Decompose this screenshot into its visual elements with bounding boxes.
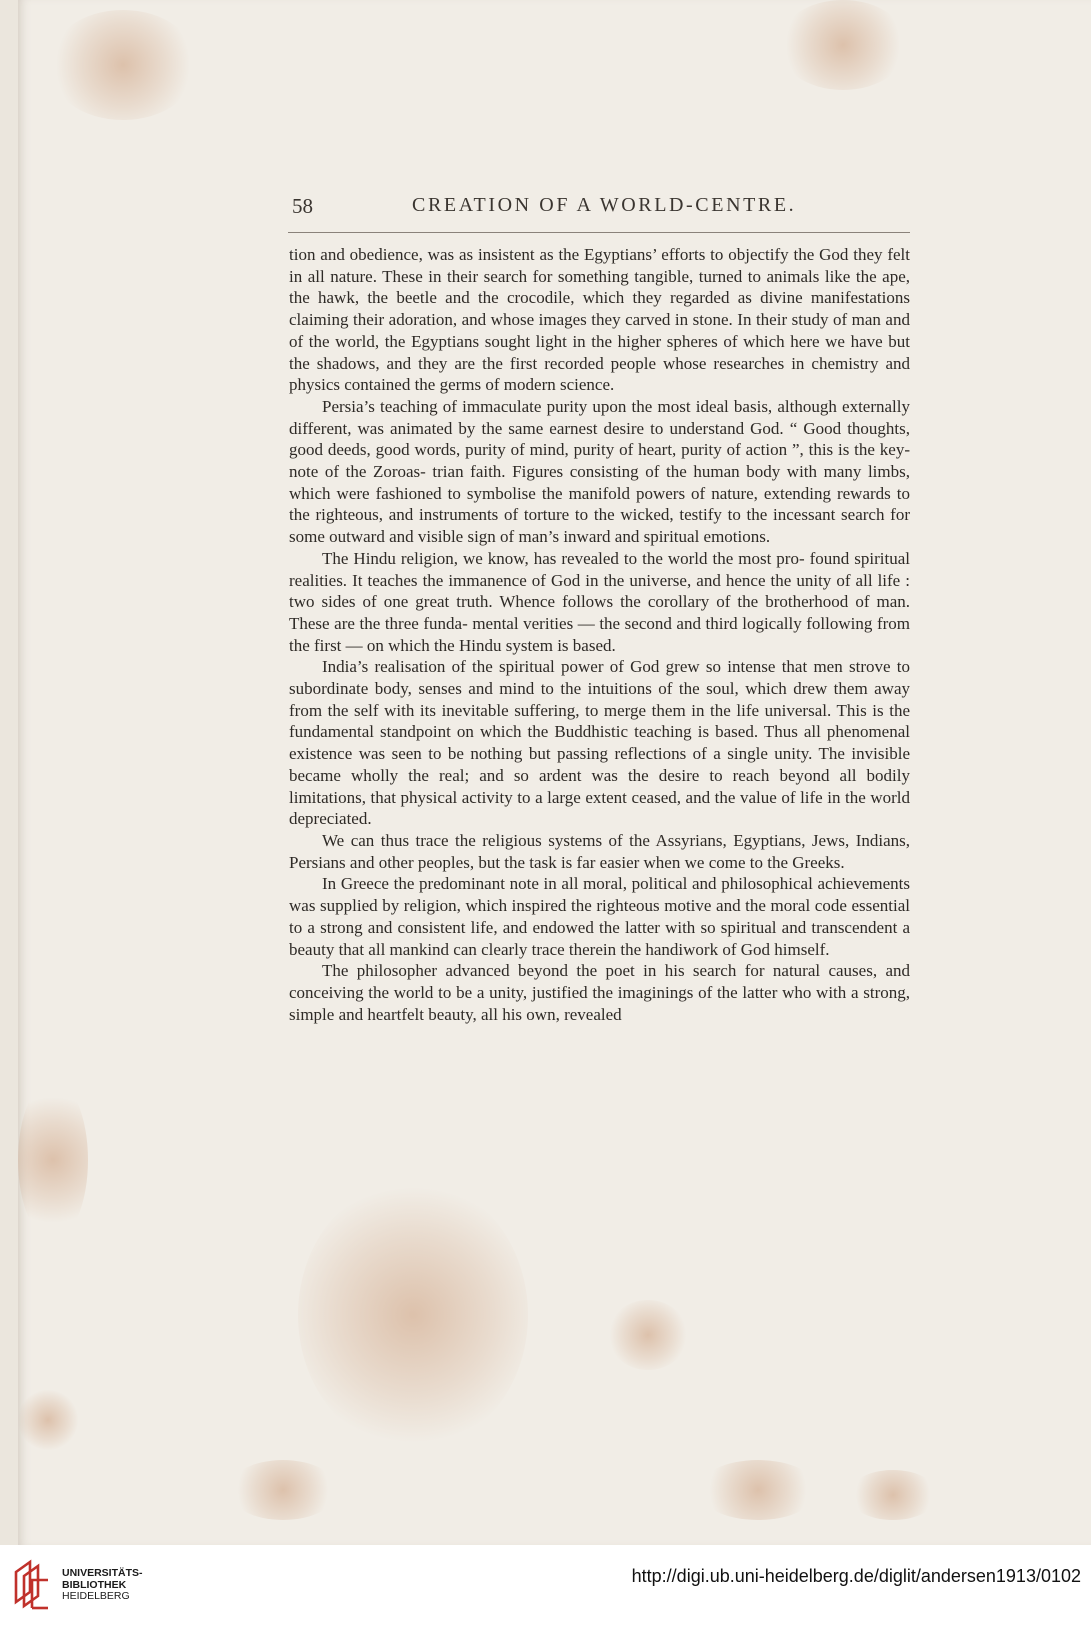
text-line: Egyptians sought light in the higher spheres of which here we have but — [411, 331, 911, 351]
running-header — [288, 194, 910, 224]
text-line: mind, purity of heart, purity of action ”, this is the key-note of the Zoroas- — [289, 440, 910, 482]
source-url-link[interactable]: http://digi.ub.uni-heidelberg.de/diglit/andersen1913/0102 — [631, 1566, 1081, 1586]
text-line: and hence the unity of all life : two sides of one great truth. Whence — [289, 570, 910, 612]
foxing-stain — [228, 1460, 338, 1520]
text-line: which drew them away from the self with its inevitable suffering, to merge — [289, 679, 911, 720]
text-line: chemistry and physics contained the germs of modern science. — [289, 353, 910, 395]
text-line: We can thus trace the religious systems of the Assyrians, Egyptians, — [322, 830, 806, 850]
foxing-stain — [18, 1390, 78, 1450]
text-line: trian faith. Figures consisting of the human body with many limbs, which — [289, 462, 910, 503]
text-line: God they felt in all nature. These in their search for something tangible, — [289, 245, 911, 286]
text-line: wholly the real; and so ardent was the desire to reach beyond all bodily — [350, 765, 911, 785]
text-line: mental verities — the second and third logically following from the first — — [289, 613, 910, 655]
library-name-line: UNIVERSITÄTS- — [62, 1567, 143, 1579]
text-line: the shadows, and they are the first recorded people whose researches in — [289, 353, 805, 373]
paragraph — [289, 656, 910, 830]
text-line: on which the Hindu system is based. — [366, 635, 616, 655]
text-line: although externally different, was animated by the same earnest desire to — [289, 396, 910, 438]
page-number: 58 — [292, 194, 313, 218]
text-line: Persia’s teaching of immaculate purity upon the most ideal basis, — [322, 396, 773, 416]
text-line: The philosopher advanced beyond the poet in his search for natural — [322, 961, 821, 981]
running-title: CREATION OF A WORLD-CENTRE. — [412, 194, 797, 216]
text-line: the incessant search for some outward and visible sign of man’s inward and — [289, 505, 911, 547]
text-line: found spiritual realities. It teaches the immanence of God in the universe, — [289, 548, 910, 590]
foxing-stain — [18, 1080, 88, 1240]
library-name-line: HEIDELBERG — [62, 1590, 130, 1602]
text-line: men strove to subordinate body, senses and mind to the intuitions of the soul, — [289, 657, 910, 699]
foxing-stain — [698, 1460, 818, 1520]
text-line: causes, and conceiving the world to be a unity, justified the imaginings of — [289, 961, 910, 1002]
paragraph — [289, 396, 910, 548]
text-line: them in the life universal. This is the fundamental standpoint on which the — [289, 700, 911, 742]
text-line: India’s realisation of the spiritual power of God grew so intense that — [322, 657, 808, 677]
text-line: limitations, that physical activity to a large extent ceased, and the value of — [289, 787, 796, 807]
library-name — [62, 1568, 143, 1603]
text-line: come to the Greeks. — [708, 852, 845, 872]
text-line: the latter who with a strong, simple and heartfelt beauty, all his own, revealed — [289, 982, 910, 1024]
text-line: follows the corollary of the brotherhood of man. These are the three funda- — [289, 592, 911, 633]
text-line: understand God. “ Good thoughts, good deeds, good words, purity of — [289, 418, 911, 460]
text-line: images they carved in stone. In their study of man and of the world, the — [289, 310, 910, 351]
body-text — [289, 244, 910, 1025]
text-line: the latter with so spiritual and transcendent a beauty that all mankind can — [289, 917, 911, 959]
text-line: they regarded as divine manifestations claiming their adoration, and whose — [289, 288, 910, 330]
text-line: Jews, Indians, Persians and other peoples, but the task is far easier when we — [289, 830, 910, 872]
foxing-stain — [848, 1470, 938, 1520]
foxing-stain — [608, 1300, 688, 1370]
text-line: and the moral code essential to a strong and consistent life, and endowed — [289, 896, 910, 937]
library-name-line: BIBLIOTHEK — [62, 1578, 127, 1591]
text-line: rewards to the righteous, and instruments of torture to the wicked, testify to — [289, 483, 910, 525]
foxing-stain — [778, 0, 908, 90]
text-line: be nothing but passing reflections of a single unity. The invisible became — [289, 744, 910, 785]
text-line: In Greece the predominant note in all moral, political and philosophical — [322, 874, 813, 894]
paragraph — [289, 548, 910, 657]
paragraph — [289, 960, 910, 1025]
paragraph — [289, 244, 910, 396]
text-line: turned to animals like the ape, the hawk, the beetle and the crocodile, which — [289, 266, 910, 308]
text-line: The Hindu religion, we know, has revealed to the world the most pro- — [322, 548, 805, 568]
text-line: were fashioned to symbolise the manifold powers of nature, extending — [336, 483, 831, 503]
text-line: Buddhistic teaching is based. Thus all phenomenal existence was seen to — [289, 722, 910, 764]
foxing-stain — [48, 10, 198, 120]
text-line: life in the world depreciated. — [289, 787, 911, 829]
text-line: clearly trace therein the handiwork of God himself. — [481, 939, 830, 959]
paragraph — [289, 830, 910, 873]
text-line: tion and obedience, was as insistent as the Egyptians’ efforts to objectify the — [289, 245, 815, 264]
header-rule — [288, 232, 910, 233]
library-logo-icon — [12, 1558, 52, 1610]
text-line: spiritual emotions. — [643, 527, 771, 547]
foxing-stain — [298, 1180, 528, 1450]
text-line: achievements was supplied by religion, which inspired the righteous motive — [289, 874, 911, 916]
paragraph — [289, 873, 910, 960]
